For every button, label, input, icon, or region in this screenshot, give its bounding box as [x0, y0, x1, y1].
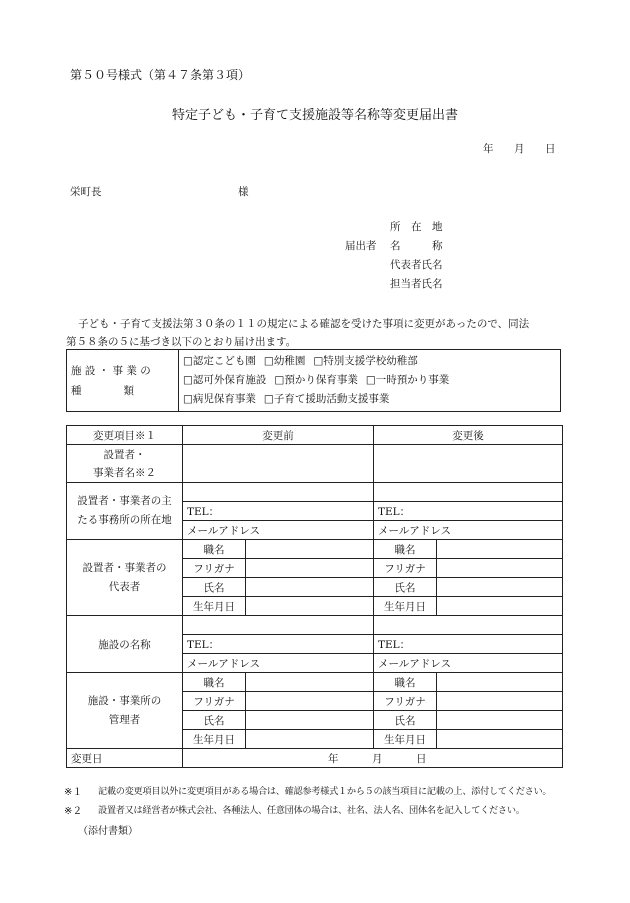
office-address-label	[67, 483, 183, 540]
office-address-label-line2: たる事務所の所在地	[77, 514, 172, 526]
rep-title-before[interactable]	[246, 540, 374, 559]
facility-options-row3	[183, 390, 556, 409]
option-extended-childcare[interactable]: □預かり保育事業	[274, 374, 358, 386]
office-email-after[interactable]: メールアドレス	[374, 521, 563, 540]
change-date-month: 月	[372, 753, 383, 765]
manager-label	[67, 673, 183, 749]
facility-email-before[interactable]: メールアドレス	[183, 654, 374, 673]
option-special-support-kindergarten[interactable]: □特別支援学校幼稚部	[313, 355, 418, 367]
office-tel-after[interactable]: TEL：	[374, 502, 563, 521]
body-text-line1: 子ども・子育て支援法第３０条の１１の規定による確認を受けた事項に変更があったので、同法	[78, 318, 530, 330]
mgr-title-label-before: 職名	[183, 673, 246, 692]
facility-tel-before[interactable]: TEL：	[183, 635, 374, 654]
manager-label-line2: 管理者	[108, 713, 141, 726]
facility-type-table	[66, 349, 561, 412]
change-date-day: 日	[416, 753, 427, 765]
option-sick-child-care[interactable]: □病児保育事業	[183, 393, 256, 405]
office-email-before[interactable]: メールアドレス	[183, 521, 374, 540]
addressee-honorific: 様	[238, 186, 249, 198]
option-kindergarten[interactable]: □幼稚園	[263, 355, 306, 367]
mgr-furigana-label-after: フリガナ	[374, 692, 437, 711]
mgr-name-before[interactable]	[246, 711, 374, 730]
form-number: 第５０号様式（第４７条第３項）	[70, 68, 251, 82]
notifier-contact-label: 担当者氏名	[390, 278, 443, 290]
facility-tel-after[interactable]: TEL：	[374, 635, 563, 654]
rep-furigana-before[interactable]	[246, 559, 374, 578]
note1-mark: ※１	[64, 787, 83, 798]
representative-label-line1: 設置者・事業者の	[82, 561, 167, 574]
rep-birthdate-label-before: 生年月日	[183, 597, 246, 616]
date-day: 日	[545, 143, 556, 155]
mgr-birthdate-label-before: 生年月日	[183, 730, 246, 749]
body-text-line2: 第５８条の５に基づき以下のとおり届け出ます。	[66, 336, 297, 348]
rep-name-label-after: 氏名	[374, 578, 437, 597]
office-tel-before[interactable]: TEL：	[183, 502, 374, 521]
notifier-label: 届出者	[345, 240, 377, 252]
notifier-name-label: 名 称	[390, 240, 443, 252]
option-temporary-childcare[interactable]: □一時預かり事業	[365, 374, 450, 386]
change-date-label: 変更日	[67, 749, 183, 768]
operator-name-label	[67, 445, 183, 483]
mgr-birthdate-label-after: 生年月日	[374, 730, 437, 749]
note2-text: 設置者又は経営者が株式会社、各種法人、任意団体の場合は、社名、法人名、団体名を記入してください。	[98, 805, 525, 816]
header-before: 変更前	[183, 426, 374, 445]
rep-furigana-label-before: フリガナ	[183, 559, 246, 578]
rep-birthdate-before[interactable]	[246, 597, 374, 616]
mgr-name-after[interactable]	[437, 711, 563, 730]
addressee-name: 栄町長	[70, 186, 102, 198]
rep-birthdate-after[interactable]	[437, 597, 563, 616]
facility-email-after[interactable]: メールアドレス	[374, 654, 563, 673]
rep-title-label-after: 職名	[374, 540, 437, 559]
rep-title-label-before: 職名	[183, 540, 246, 559]
manager-label-line1: 施設・事業所の	[87, 694, 162, 707]
notifier-address-label: 所 在 地	[390, 221, 443, 233]
page-title: 特定子ども・子育て支援施設等名称等変更届出書	[171, 108, 458, 123]
operator-name-label-line2: 事業者名※２	[93, 466, 156, 479]
facility-name-before[interactable]	[183, 616, 374, 635]
mgr-title-label-after: 職名	[374, 673, 437, 692]
mgr-furigana-after[interactable]	[437, 692, 563, 711]
header-after: 変更後	[374, 426, 563, 445]
option-certified-kodomoen[interactable]: □認定こども園	[183, 355, 256, 367]
office-address-after[interactable]	[374, 483, 563, 502]
note2-mark: ※２	[64, 806, 83, 817]
rep-title-after[interactable]	[437, 540, 563, 559]
change-date-field[interactable]	[183, 749, 563, 768]
representative-label	[67, 540, 183, 616]
operator-name-after[interactable]	[374, 445, 563, 483]
option-unlicensed-childcare[interactable]: □認可外保育施設	[183, 374, 267, 386]
mgr-title-before[interactable]	[246, 673, 374, 692]
rep-furigana-after[interactable]	[437, 559, 563, 578]
office-address-label-line1: 設置者・事業者の主	[77, 495, 172, 507]
mgr-name-label-after: 氏名	[374, 711, 437, 730]
mgr-name-label-before: 氏名	[183, 711, 246, 730]
rep-birthdate-label-after: 生年月日	[374, 597, 437, 616]
operator-name-before[interactable]	[183, 445, 374, 483]
facility-options-row2	[183, 371, 556, 390]
mgr-furigana-label-before: フリガナ	[183, 692, 246, 711]
office-address-before[interactable]	[183, 483, 374, 502]
date-year: 年	[483, 143, 494, 155]
notifier-representative-label: 代表者氏名	[390, 259, 443, 271]
facility-options-row1	[183, 352, 556, 371]
rep-name-before[interactable]	[246, 578, 374, 597]
note1-text: 記載の変更項目以外に変更項目がある場合は、確認参考様式１から５の該当項目に記載の上、添付してください。	[98, 786, 552, 797]
facility-type-label-line2: 種 類	[71, 384, 134, 397]
facility-type-label-line1: 施 設 ・ 事 業 の	[71, 364, 151, 377]
mgr-furigana-before[interactable]	[246, 692, 374, 711]
date-month: 月	[514, 143, 525, 155]
mgr-title-after[interactable]	[437, 673, 563, 692]
mgr-birthdate-after[interactable]	[437, 730, 563, 749]
rep-name-after[interactable]	[437, 578, 563, 597]
option-family-support[interactable]: □子育て援助活動支援事業	[263, 393, 390, 405]
change-date-year: 年	[328, 753, 339, 765]
representative-label-line2: 代表者	[108, 580, 141, 593]
facility-name-label: 施設の名称	[67, 616, 183, 673]
mgr-birthdate-before[interactable]	[246, 730, 374, 749]
rep-name-label-before: 氏名	[183, 578, 246, 597]
change-table	[66, 425, 563, 768]
header-item: 変更項目※１	[67, 426, 183, 445]
facility-type-options	[179, 350, 561, 412]
rep-furigana-label-after: フリガナ	[374, 559, 437, 578]
attachments-label: （添付書類）	[78, 826, 138, 837]
facility-type-label	[67, 350, 179, 412]
facility-name-after[interactable]	[374, 616, 563, 635]
operator-name-label-line1: 設置者・	[103, 448, 146, 461]
